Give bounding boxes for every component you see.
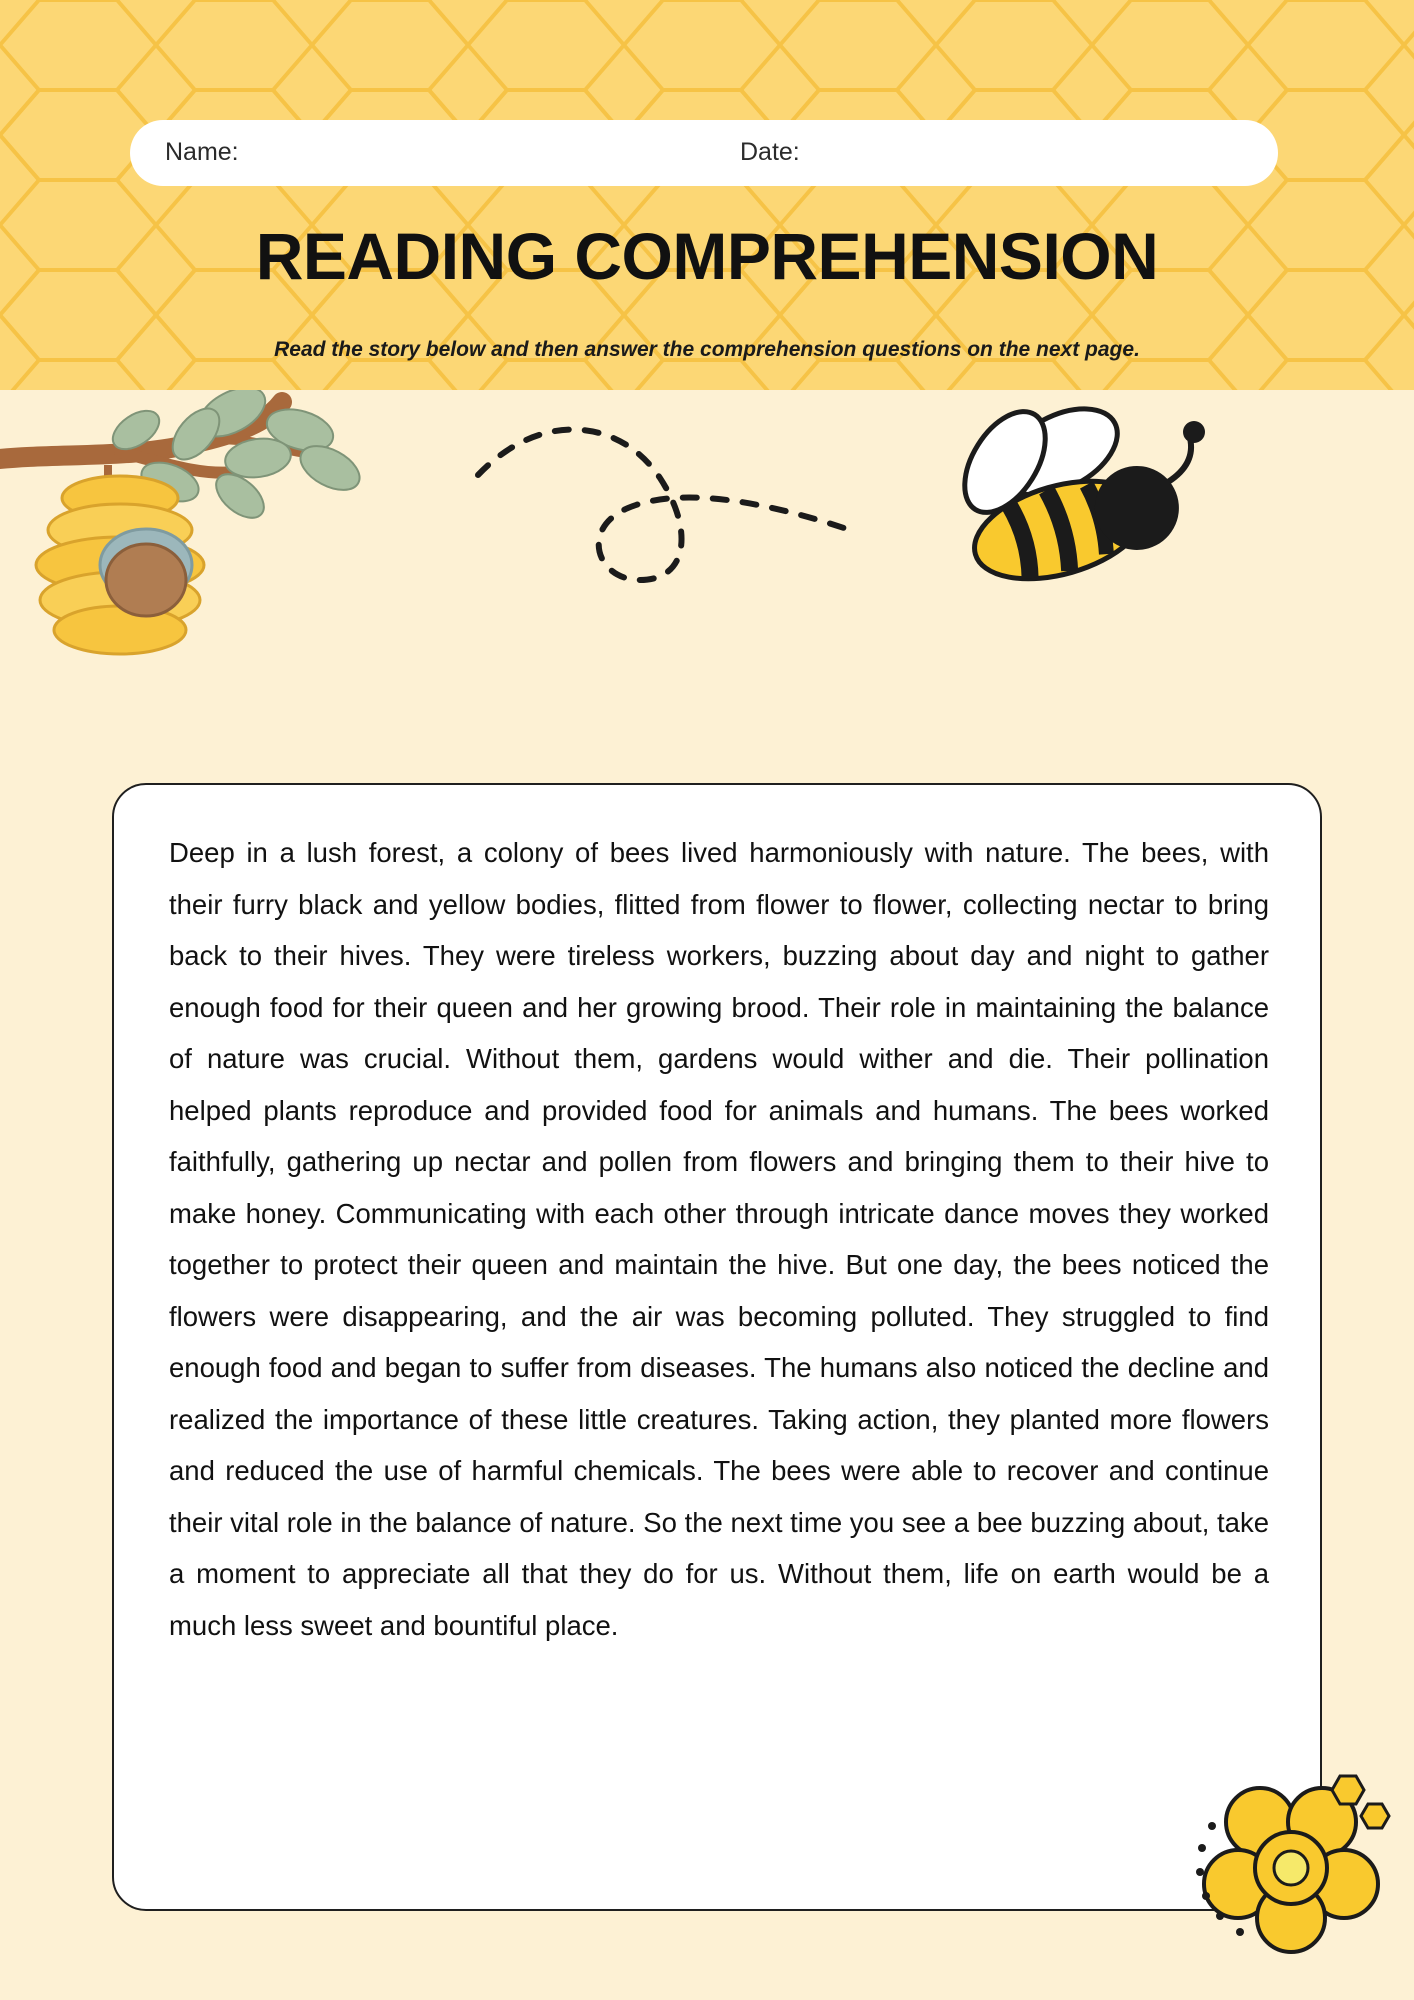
header-band bbox=[0, 0, 1414, 390]
name-label: Name: bbox=[165, 138, 239, 166]
bee bbox=[948, 391, 1205, 596]
flower bbox=[1190, 1760, 1400, 1970]
date-label: Date: bbox=[740, 138, 800, 166]
page-title: READING COMPREHENSION bbox=[255, 219, 1159, 293]
story-card bbox=[112, 783, 1322, 1911]
story-paragraph: Deep in a lush forest, a colony of bees lived harmoniously with nature. The bees, with their furry black and yellow bodies, flitted from flower to flower, collecting nectar to bring back to their hives. They were tireless workers, buzzing about day and night to gather enough food for their queen and her growing brood. Their role in maintaining the balance of nature was crucial. Without them, gardens would wither and die. Their pollination helped plants reproduce and provided food for animals and humans. The bees worked faithfully, gathering up nectar and pollen from flowers and bringing them to their hive to make honey. Communicating with each other through intricate dance moves they worked together to protect their queen and maintain the hive. But one day, the bees noticed the flowers were disappearing, and the air was becoming polluted. They struggled to find enough food and began to suffer from diseases. The humans also noticed the decline and realized the importance of these little creatures. Taking action, they planted more flowers and reduced the use of harmful chemicals. The bees were able to recover and continue their vital role in the balance of nature. So the next time you see a bee buzzing about, take a moment to appreciate all that they do for us. Without them, life on earth would be a much less sweet and bountiful place. bbox=[169, 837, 1269, 1641]
flower-petals bbox=[1204, 1788, 1378, 1952]
name-date-bar[interactable] bbox=[130, 120, 1278, 186]
honeycomb-pattern bbox=[0, 0, 1414, 390]
page-subtitle: Read the story below and then answer the comprehension questions on the next page. bbox=[274, 338, 1140, 361]
illustration-area bbox=[0, 390, 1414, 810]
dashed-flight-path bbox=[478, 430, 850, 580]
